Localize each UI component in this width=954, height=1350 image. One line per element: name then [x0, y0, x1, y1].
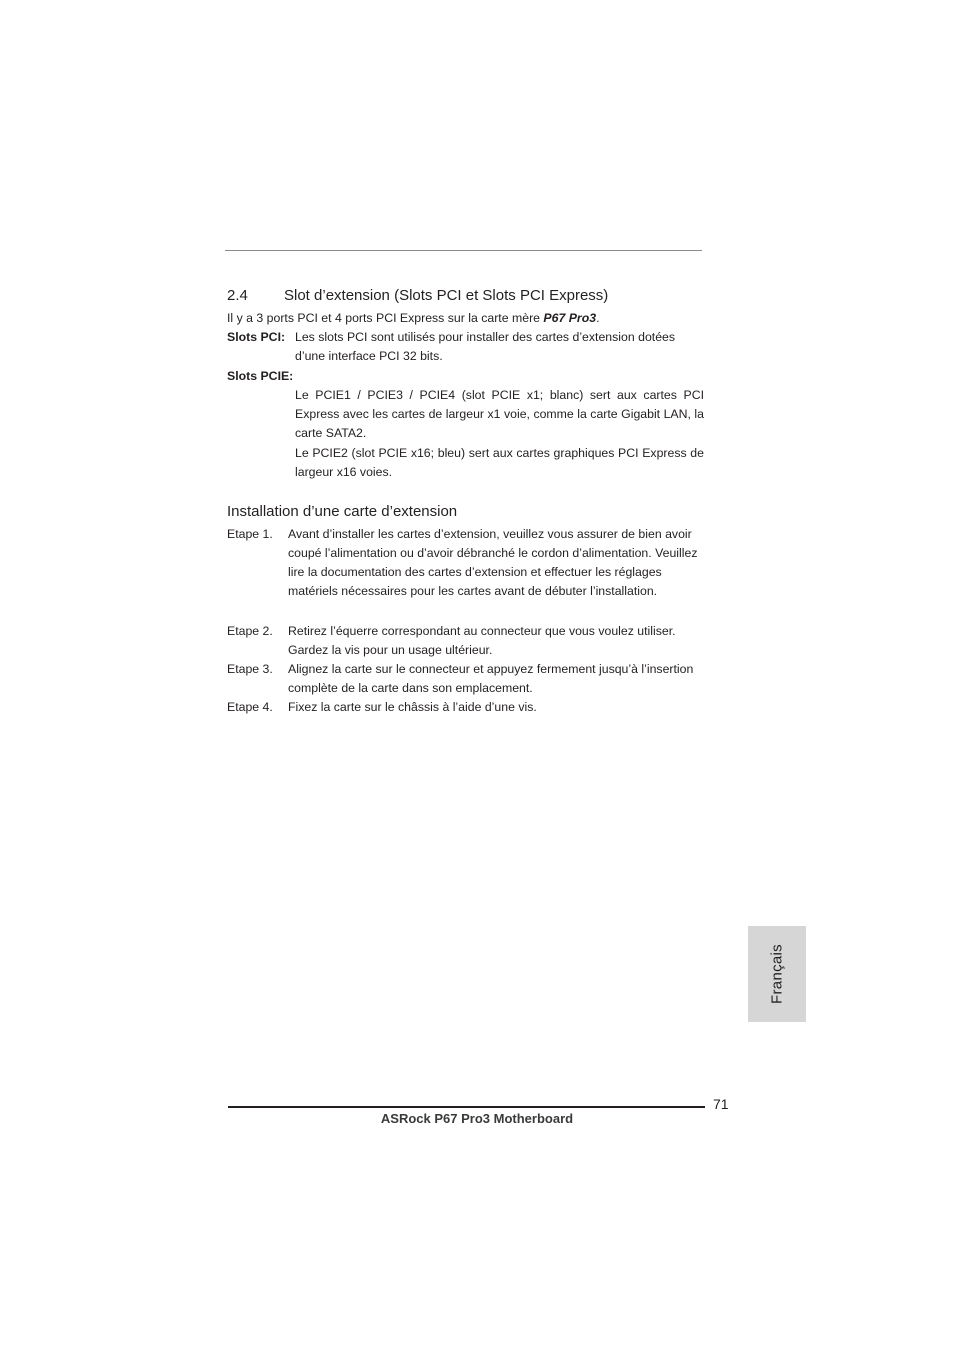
step-label: Etape 3. [227, 662, 273, 676]
slots-pcie-text-2: Le PCIE2 (slot PCIE x16; bleu) sert aux cartes graphiques PCI Express de largeur x16 voies. [295, 446, 704, 479]
slots-pcie-label: Slots PCIE: [227, 369, 294, 383]
step-text: Avant d’installer les cartes d’extension, veuillez vous assurer de bien avoir coupé l’alimentation ou d’avoir débranché le cordon d’alimentation. Veuillez lire la documentation des cartes d’extension et effectuer les réglages matériels nécessaires pour les cartes avant de débuter l’installation. [288, 527, 698, 598]
footer-text: ASRock P67 Pro3 Motherboard [380, 1111, 574, 1126]
intro-suffix: . [596, 311, 600, 325]
section-number: 2.4 [227, 287, 248, 304]
slots-pci-text: Les slots PCI sont utilisés pour installer des cartes d’extension dotées d’une interface PCI 32 bits. [295, 330, 676, 363]
installation-title: Installation d’une carte d’extension [227, 503, 458, 520]
intro-model: P67 Pro3 [543, 311, 597, 325]
step-text: Retirez l’équerre correspondant au connecteur que vous voulez utiliser. Gardez la vis pour un usage ultérieur. [288, 624, 676, 657]
step-label: Etape 2. [227, 624, 273, 638]
top-divider [225, 250, 702, 251]
slots-pcie-text-1: Le PCIE1 / PCIE3 / PCIE4 (slot PCIE x1; blanc) sert aux cartes PCI Express avec les cartes de largeur x1 voie, comme la carte Gigabit LAN, la carte SATA2. [295, 388, 704, 440]
intro-prefix: Il y a 3 ports PCI et 4 ports PCI Express sur la carte mère [227, 311, 544, 325]
step-label: Etape 1. [227, 527, 273, 541]
bottom-divider [228, 1106, 705, 1108]
page-number: 71 [713, 1096, 729, 1112]
step-text: Fixez la carte sur le châssis à l’aide d’une vis. [288, 700, 537, 714]
language-tab [748, 926, 806, 1022]
step-text: Alignez la carte sur le connecteur et appuyez fermement jusqu’à l’insertion complète de la carte dans son emplacement. [288, 662, 694, 695]
step-label: Etape 4. [227, 700, 273, 714]
section-intro [227, 309, 599, 328]
slots-pci-label: Slots PCI: [227, 330, 286, 344]
section-title: Slot d’extension (Slots PCI et Slots PCI Express) [284, 287, 609, 304]
language-tab-label: Français [768, 944, 786, 1004]
